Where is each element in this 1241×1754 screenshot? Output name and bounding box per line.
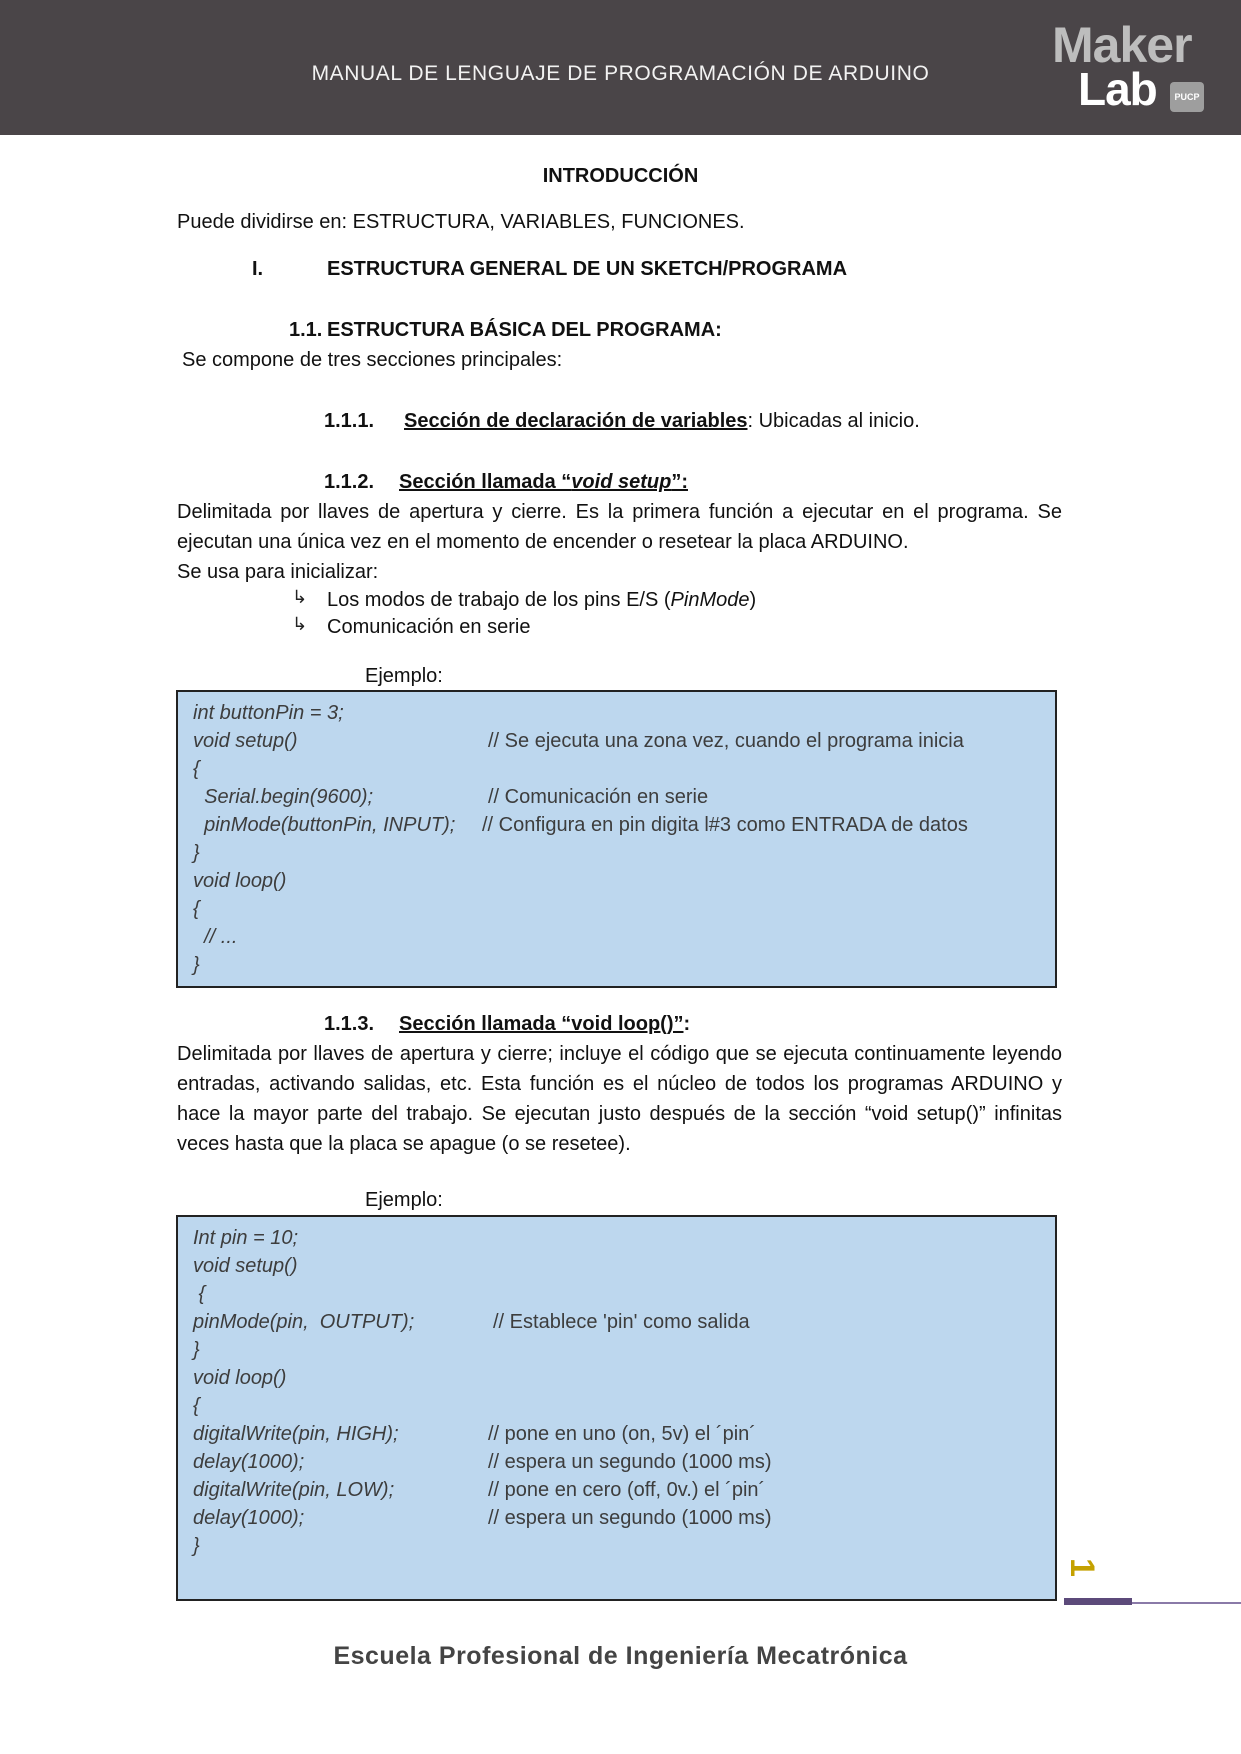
code-line xyxy=(193,839,200,867)
code-text: int buttonPin = 3; xyxy=(193,702,344,724)
code-line xyxy=(193,699,344,727)
header-title: MANUAL DE LENGUAJE DE PROGRAMACIÓN DE ARDUINO xyxy=(311,62,930,85)
section1-number: I. xyxy=(252,258,264,280)
code-text: { xyxy=(193,1395,200,1417)
section112-title-c: ”: xyxy=(671,471,688,493)
code-line xyxy=(193,1532,200,1560)
code-text: void loop() xyxy=(193,1367,287,1389)
code-text: pinMode(pin, OUTPUT); xyxy=(193,1311,415,1333)
bullet1-a: Los modos de trabajo de los pins E/S ( xyxy=(327,589,671,611)
page-number: 1 xyxy=(1062,1558,1101,1577)
code-text: delay(1000); xyxy=(193,1451,305,1473)
section112-p2: Se usa para inicializar: xyxy=(177,561,379,583)
code-text: delay(1000); xyxy=(193,1507,305,1529)
code-line xyxy=(193,1308,414,1336)
section113-title: Sección llamada “void loop()” xyxy=(399,1013,684,1035)
code-line xyxy=(193,1224,298,1252)
code-text: } xyxy=(193,842,200,864)
section111-title: Sección de declaración de variables xyxy=(404,410,748,432)
code-text: void loop() xyxy=(193,870,287,892)
code-text: pinMode(buttonPin, INPUT); xyxy=(193,814,456,836)
code-example-2 xyxy=(176,1215,1057,1601)
arrow-bullet-icon: ↳ xyxy=(292,614,308,634)
code-line xyxy=(193,1280,205,1308)
code-line xyxy=(193,1448,304,1476)
intro-text: Puede dividirse en: ESTRUCTURA, VARIABLES, FUNCIONES. xyxy=(177,211,745,233)
makerlab-logo xyxy=(1052,17,1212,115)
section113-p1: Delimitada por llaves de apertura y cierre; incluye el código que se ejecuta continuamente leyendo entradas, activando salidas, etc. Esta función es el núcleo de todos los programas ARDUINO y hace la mayor parte del trabajo. Se ejecutan justo después de la sección “void setup()” infinitas veces hasta que la placa se apague (o se resetee). xyxy=(177,1043,1062,1155)
code-comment: // espera un segundo (1000 ms) xyxy=(488,1451,772,1473)
logo-pucp-badge: PUCP xyxy=(1170,82,1204,112)
section111-rest: : Ubicadas al inicio. xyxy=(747,410,920,432)
code-line xyxy=(193,923,237,951)
code-text: void setup() xyxy=(193,1255,298,1277)
code-comment: // espera un segundo (1000 ms) xyxy=(488,1507,772,1529)
code-text: { xyxy=(193,758,200,780)
arrow-bullet-icon: ↳ xyxy=(292,587,308,607)
bullet1-b: PinMode xyxy=(670,589,750,611)
code-text: } xyxy=(193,1339,200,1361)
code-comment: // Establece 'pin' como salida xyxy=(493,1311,750,1333)
code-line xyxy=(193,867,286,895)
code-comment: // pone en uno (on, 5v) el ´pin´ xyxy=(488,1423,756,1445)
code-text: // ... xyxy=(193,926,238,948)
code-line xyxy=(193,755,200,783)
example1-label: Ejemplo: xyxy=(365,665,443,687)
logo-maker-text: Maker xyxy=(1052,17,1192,73)
code-line xyxy=(193,1252,298,1280)
section111-line xyxy=(404,408,920,434)
section112-bullet1 xyxy=(327,587,756,613)
code-text: } xyxy=(193,1535,200,1557)
code-line xyxy=(193,1504,304,1532)
section112-title-a: Sección llamada “ xyxy=(399,471,572,493)
code-line xyxy=(193,1364,286,1392)
section112-title xyxy=(399,469,688,495)
footer-school-name: Escuela Profesional de Ingeniería Mecatrónica xyxy=(333,1642,908,1670)
section111-number: 1.1.1. xyxy=(324,410,375,432)
section113-number: 1.1.3. xyxy=(324,1013,375,1035)
code-comment: // Configura en pin digita l#3 como ENTRADA de datos xyxy=(482,814,968,836)
intro-heading: INTRODUCCIÓN xyxy=(542,165,699,187)
section112-number: 1.1.2. xyxy=(324,471,375,493)
code-line xyxy=(193,1392,200,1420)
section11-title: ESTRUCTURA BÁSICA DEL PROGRAMA: xyxy=(327,319,722,341)
code-comment: // Se ejecuta una zona vez, cuando el programa inicia xyxy=(488,730,964,752)
section1-title: ESTRUCTURA GENERAL DE UN SKETCH/PROGRAMA xyxy=(327,258,848,280)
page-header xyxy=(0,0,1241,135)
code-line xyxy=(193,727,298,755)
section112-bullet2: Comunicación en serie xyxy=(327,616,531,638)
bullet1-c: ) xyxy=(749,589,757,611)
section11-number: 1.1. xyxy=(289,319,323,341)
code-text: } xyxy=(193,954,200,976)
section113-title-line xyxy=(399,1011,690,1037)
section11-text: Se compone de tres secciones principales: xyxy=(182,349,563,371)
code-text: { xyxy=(193,1283,206,1305)
example2-label: Ejemplo: xyxy=(365,1189,443,1211)
code-line xyxy=(193,1336,200,1364)
footer-line xyxy=(1132,1602,1241,1604)
section112-title-b: void setup xyxy=(571,471,672,493)
code-text: digitalWrite(pin, HIGH); xyxy=(193,1423,399,1445)
logo-lab-text: Lab xyxy=(1078,63,1157,115)
footer-accent-bar xyxy=(1064,1598,1132,1605)
code-text: digitalWrite(pin, LOW); xyxy=(193,1479,395,1501)
section112-p1: Delimitada por llaves de apertura y cierre. Es la primera función a ejecutar en el programa. Se ejecutan una única vez en el momento de encender o resetear la placa ARDUINO. xyxy=(177,501,1062,553)
code-text: { xyxy=(193,898,200,920)
code-line xyxy=(193,1476,394,1504)
code-line xyxy=(193,811,455,839)
code-text: Serial.begin(9600); xyxy=(193,786,374,808)
code-line xyxy=(193,895,200,923)
code-line xyxy=(193,1420,399,1448)
code-line xyxy=(193,951,200,979)
code-line xyxy=(193,783,373,811)
code-text: Int pin = 10; xyxy=(193,1227,299,1249)
section113-colon: : xyxy=(683,1013,691,1035)
code-comment: // pone en cero (off, 0v.) el ´pin´ xyxy=(488,1479,766,1501)
code-text: void setup() xyxy=(193,730,298,752)
code-comment: // Comunicación en serie xyxy=(488,786,709,808)
